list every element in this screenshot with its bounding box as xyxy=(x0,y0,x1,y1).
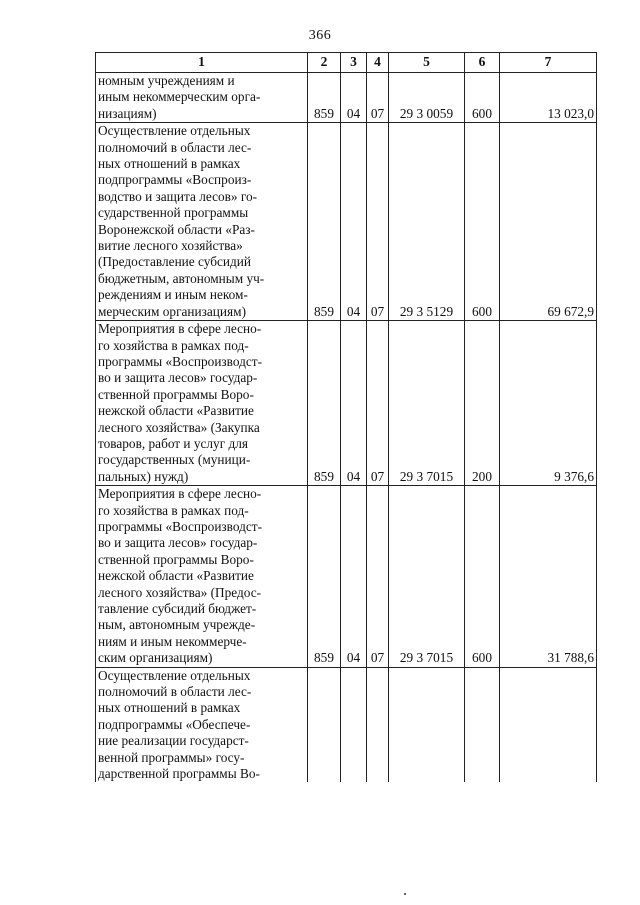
row-amount: 69 672,9 xyxy=(500,123,597,321)
table-row xyxy=(96,486,597,667)
table-header-row xyxy=(96,53,597,73)
row-description: Мероприятия в сфере лесно- го хозяйства в рамках под- программы «Воспроизводст- во и защита лесов» государ- ственной программы Воро- нежской области «Развитие лесного хозяйства» (Предос- тавление субсидий бюджет- ным, автономным учрежде- ниям и иным некоммерче- ским организациям) xyxy=(96,486,308,667)
row-target-article: 29 3 7015 xyxy=(389,321,465,486)
header-col-2: 2 xyxy=(308,53,341,73)
row-section-code: 04 xyxy=(341,73,367,123)
header-col-3: 3 xyxy=(341,53,367,73)
row-expense-type: 600 xyxy=(465,73,500,123)
row-ministry-code: 859 xyxy=(308,486,341,667)
row-expense-type: 200 xyxy=(465,321,500,486)
row-expense-type: 600 xyxy=(465,123,500,321)
row-subsection-code: 07 xyxy=(367,321,389,486)
row-target-article: 29 3 5129 xyxy=(389,123,465,321)
row-subsection-code: 07 xyxy=(367,123,389,321)
row-description: Осуществление отдельных полномочий в области лес- ных отношений в рамках подпрограммы «Обеспече- ние реализации государст- венной программы» госу- дарственной программы Во- xyxy=(96,667,308,782)
header-col-5: 5 xyxy=(389,53,465,73)
header-col-7: 7 xyxy=(500,53,597,73)
table-row xyxy=(96,73,597,123)
row-amount: 9 376,6 xyxy=(500,321,597,486)
row-amount: 31 788,6 xyxy=(500,486,597,667)
page-number: 366 xyxy=(308,28,332,43)
row-ministry-code: 859 xyxy=(308,321,341,486)
row-ministry-code: 859 xyxy=(308,123,341,321)
budget-table xyxy=(95,52,597,782)
table-row xyxy=(96,321,597,486)
row-target-article: 29 3 7015 xyxy=(389,486,465,667)
row-subsection-code: 07 xyxy=(367,73,389,123)
header-col-6: 6 xyxy=(465,53,500,73)
row-target-article xyxy=(389,667,465,782)
header-col-1: 1 xyxy=(96,53,308,73)
row-subsection-code: 07 xyxy=(367,486,389,667)
row-expense-type xyxy=(465,667,500,782)
row-expense-type: 600 xyxy=(465,486,500,667)
row-description: Мероприятия в сфере лесно- го хозяйства в рамках под- программы «Воспроизводст- во и защита лесов» государ- ственной программы Воро- нежской области «Развитие лесного хозяйства» (Закупка товаров, работ и услуг для государственных (муници- пальных) нужд) xyxy=(96,321,308,486)
table-row xyxy=(96,123,597,321)
row-amount: 13 023,0 xyxy=(500,73,597,123)
row-ministry-code: 859 xyxy=(308,73,341,123)
row-subsection-code xyxy=(367,667,389,782)
table-row xyxy=(96,667,597,782)
scan-speck xyxy=(404,893,406,895)
row-description: номным учреждениям и иным некоммерческим орга- низациям) xyxy=(96,73,308,123)
row-ministry-code xyxy=(308,667,341,782)
row-section-code: 04 xyxy=(341,486,367,667)
header-col-4: 4 xyxy=(367,53,389,73)
row-description: Осуществление отдельных полномочий в области лес- ных отношений в рамках подпрограммы «Воспроиз- водство и защита лесов» го- сударственной программы Воронежской области «Раз- витие лесного хозяйства» (Предоставление субсидий бюджетным, автономным уч- реждениям и иным неком- мерческим организациям) xyxy=(96,123,308,321)
row-section-code: 04 xyxy=(341,321,367,486)
row-amount xyxy=(500,667,597,782)
row-section-code xyxy=(341,667,367,782)
row-section-code: 04 xyxy=(341,123,367,321)
row-target-article: 29 3 0059 xyxy=(389,73,465,123)
